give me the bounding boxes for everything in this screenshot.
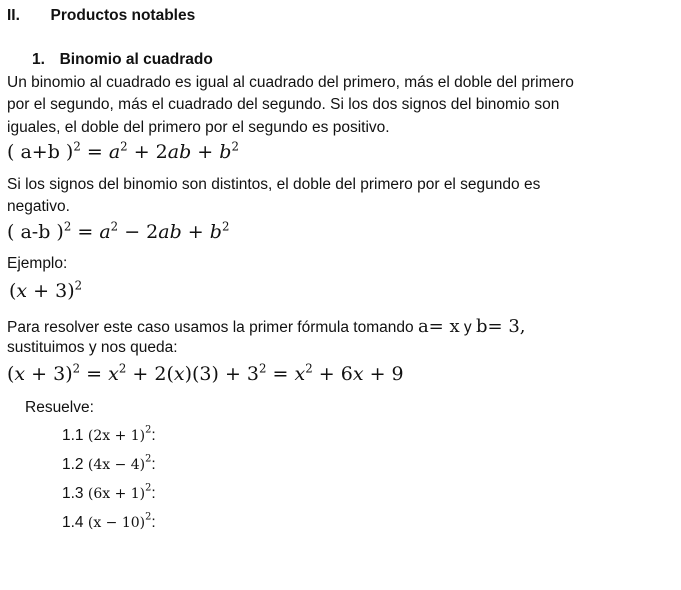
intro-line-2: por el segundo, más el cuadrado del segundo. Si los dos signos del binomio son xyxy=(7,96,560,113)
exercise-number: 1.4 xyxy=(62,514,84,531)
formula-minus-left: ( a-b )$^2$ xyxy=(7,219,72,243)
exercise-number: 1.3 xyxy=(62,485,84,502)
intro-line-1: Un binomio al cuadrado es igual al cuadrado del primero, más el doble del primero xyxy=(7,74,574,91)
solve-a-part: a= x xyxy=(417,316,460,337)
distinct-line-1: Si los signos del binomio son distintos, el doble del primero por el segundo es xyxy=(7,176,541,193)
exercise-number: 1.1 xyxy=(62,427,84,444)
exercise-suffix: : xyxy=(151,427,156,444)
section-title: Productos notables xyxy=(50,7,196,24)
formula-minus xyxy=(7,221,229,243)
formula-plus xyxy=(7,141,239,163)
solve-line-1 xyxy=(7,316,526,337)
exercise-expression: $(x - 10)^2$ xyxy=(87,511,152,531)
exercise-item xyxy=(62,453,156,474)
solve-before: Para resolver este caso usamos la primer fórmula tomando xyxy=(7,319,418,336)
exercise-expression: $(6x + 1)^2$ xyxy=(87,482,152,502)
subsection-number: 1. xyxy=(32,51,45,68)
solve-connector: y xyxy=(459,319,476,336)
solve-b-part: b= 3, xyxy=(476,316,526,337)
solve-line-2: sustituimos y nos queda: xyxy=(7,339,178,356)
exercises-label: Resuelve: xyxy=(25,399,94,416)
exercise-expression: $(4x - 4)^2$ xyxy=(87,453,152,473)
solution-equation: $(x + 3)^2 = x^2 + 2(x)(3) + 3^2 = x^2 + 6x + 9$ xyxy=(7,361,404,385)
formula-plus-right: = $a^2 + 2ab + b^2$ xyxy=(86,139,239,163)
exercise-suffix: : xyxy=(151,456,156,473)
formula-minus-right: = $a^2 - 2ab + b^2$ xyxy=(77,219,230,243)
subsection-title: Binomio al cuadrado xyxy=(59,51,213,68)
exercise-item xyxy=(62,424,156,445)
example-expression: $(x + 3)^2$ xyxy=(9,278,83,302)
formula-plus-left: ( a+b )$^2$ xyxy=(7,139,81,163)
exercise-item xyxy=(62,482,156,503)
distinct-line-2: negativo. xyxy=(7,198,70,215)
exercise-expression: $(2x + 1)^2$ xyxy=(87,424,152,444)
exercise-suffix: : xyxy=(151,485,156,502)
exercise-suffix: : xyxy=(151,514,156,531)
exercise-number: 1.2 xyxy=(62,456,84,473)
exercise-item xyxy=(62,511,156,532)
section-number: II. xyxy=(7,7,20,24)
section-header xyxy=(7,7,195,25)
intro-line-3: iguales, el doble del primero por el segundo es positivo. xyxy=(7,119,390,136)
example-label: Ejemplo: xyxy=(7,255,68,272)
subsection-header xyxy=(32,51,213,69)
